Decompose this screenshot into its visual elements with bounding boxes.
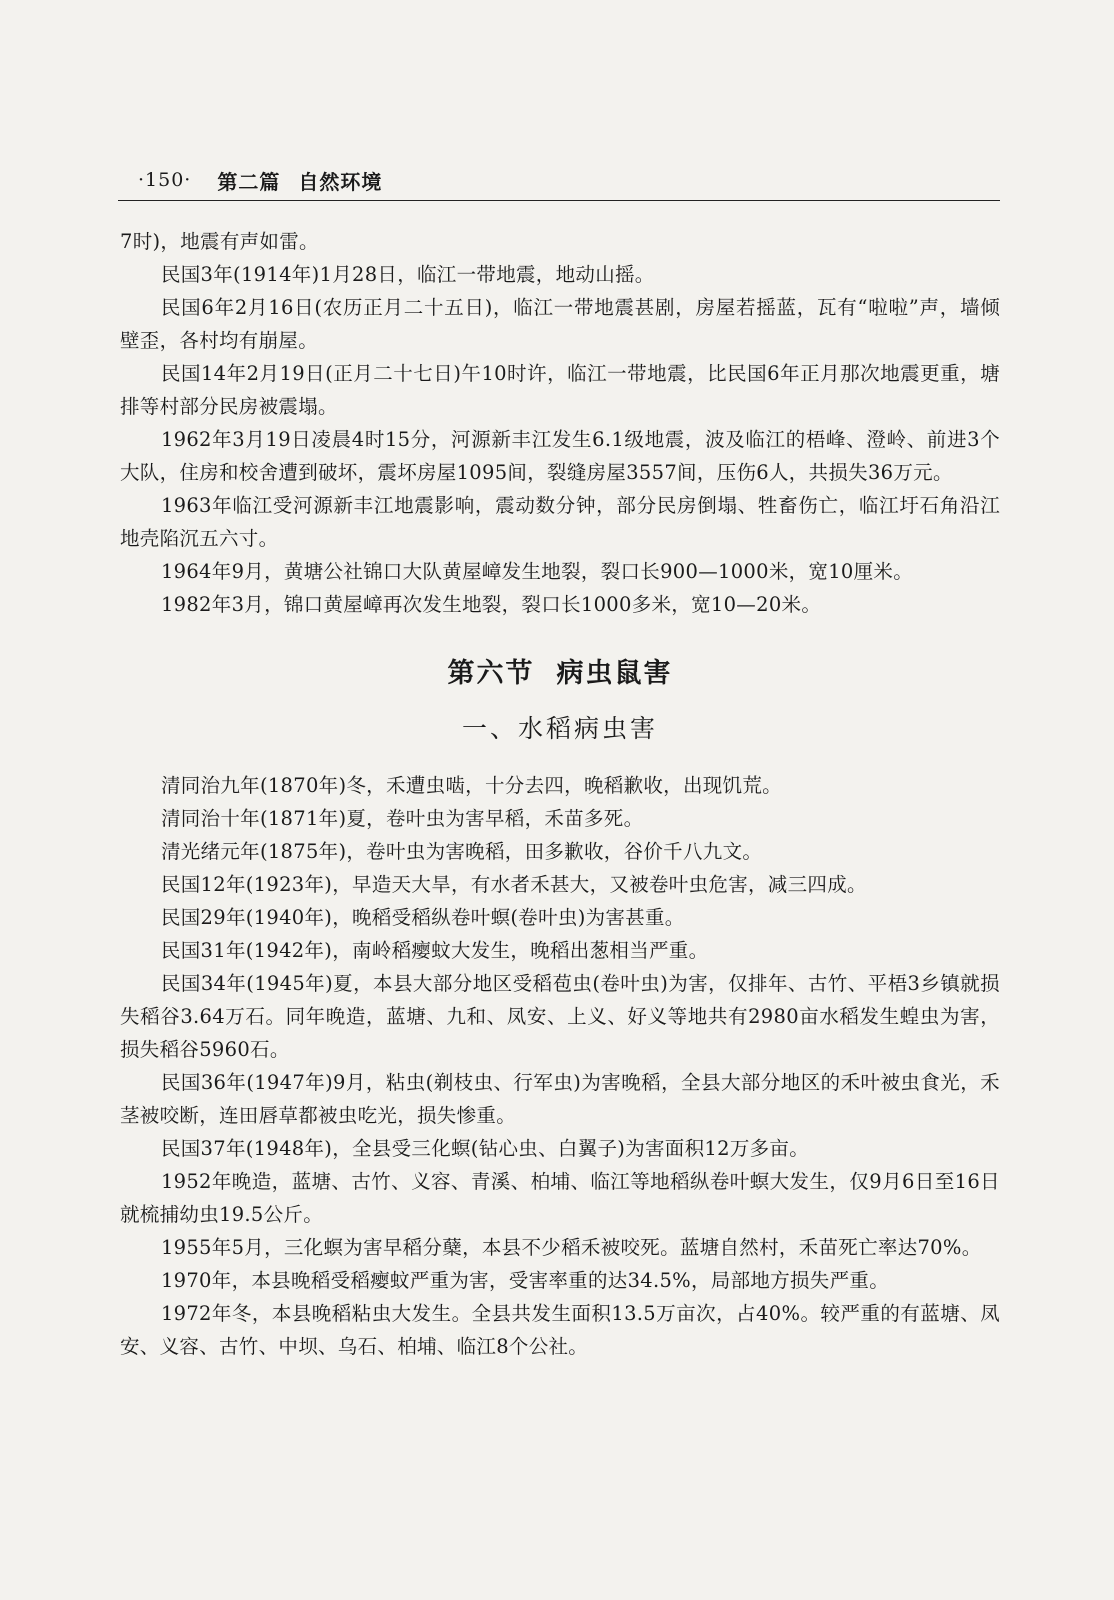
subsection-title: 一、水稻病虫害 (461, 714, 658, 743)
paragraph: 1982年3月，锦口黄屋嶂再次发生地裂，裂口长1000多米，宽10—20米。 (160, 593, 822, 616)
paragraph: 民国12年(1923年)，早造天大旱，有水者禾甚大，又被卷叶虫危害，减三四成。 (160, 873, 867, 896)
paragraph: 民国36年(1947年)9月，粘虫(剃枝虫、行军虫)为害晚稻，全县大部分地区的禾叶被虫食光，禾茎被咬断，连田唇草都被虫吃光，损失惨重。 (120, 1071, 1000, 1127)
section-number: 第六节 (447, 658, 535, 689)
running-header (138, 164, 382, 196)
paragraph: 民国31年(1942年)，南岭稻瘿蚊大发生，晚稻出葱相当严重。 (160, 939, 709, 962)
chapter-label: 自然环境 (298, 169, 383, 194)
paragraph: 1963年临江受河源新丰江地震影响，震动数分钟，部分民房倒塌、牲畜伤亡，临江圩石角沿江地壳陷沉五六寸。 (120, 494, 1000, 550)
paragraph: 民国29年(1940年)，晚稻受稻纵卷叶螟(卷叶虫)为害甚重。 (160, 906, 685, 929)
paragraph: 1962年3月19日凌晨4时15分，河源新丰江发生6.1级地震，波及临江的梧峰、澄岭、前进3个大队，住房和校舍遭到破坏，震坏房屋1095间，裂缝房屋3557间，压伤6人，共损失36万元。 (120, 428, 1000, 484)
section-name: 病虫鼠害 (556, 658, 673, 689)
paragraph: 1970年，本县晚稻受稻瘿蚊严重为害，受害率重的达34.5%，局部地方损失严重。 (160, 1269, 890, 1292)
paragraph: 民国3年(1914年)1月28日，临江一带地震，地动山摇。 (160, 263, 655, 286)
paragraph: 7时)，地震有声如雷。 (120, 230, 319, 253)
body-text (120, 225, 1000, 1363)
paragraph: 1955年5月，三化螟为害早稻分蘖，本县不少稻禾被咬死。蓝塘自然村，禾苗死亡率达70%。 (160, 1236, 982, 1259)
paragraph: 1972年冬，本县晚稻粘虫大发生。全县共发生面积13.5万亩次，占40%。较严重的有蓝塘、凤安、义容、古竹、中坝、乌石、柏埔、临江8个公社。 (120, 1302, 1000, 1358)
paragraph: 1952年晚造，蓝塘、古竹、义容、青溪、柏埔、临江等地稻纵卷叶螟大发生，仅9月6日至16日就梳捕幼虫19.5公斤。 (120, 1170, 1000, 1226)
paragraph: 民国37年(1948年)，全县受三化螟(钻心虫、白翼子)为害面积12万多亩。 (160, 1137, 810, 1160)
page-number: ·150· (138, 169, 192, 191)
paragraph: 民国34年(1945年)夏，本县大部分地区受稻苞虫(卷叶虫)为害，仅排年、古竹、平梧3乡镇就损失稻谷3.64万石。同年晚造，蓝塘、九和、凤安、上义、好义等地共有2980亩水稻发生蝗虫为害，损失稻谷5960石。 (120, 972, 1000, 1061)
paragraph: 民国14年2月19日(正月二十七日)午10时许，临江一带地震，比民国6年正月那次地震更重，塘排等村部分民房被震塌。 (120, 362, 1000, 418)
section-title (120, 649, 1000, 699)
header-rule (118, 200, 1000, 201)
paragraph: 1964年9月，黄塘公社锦口大队黄屋嶂发生地裂，裂口长900—1000米，宽10厘米。 (160, 560, 914, 583)
part-label: 第二篇 (217, 169, 281, 194)
paragraph: 清同治九年(1870年)冬，禾遭虫啮，十分去四，晚稻歉收，出现饥荒。 (160, 774, 782, 797)
paragraph: 清同治十年(1871年)夏，卷叶虫为害早稻，禾苗多死。 (160, 807, 644, 830)
paragraph: 民国6年2月16日(农历正月二十五日)，临江一带地震甚剧，房屋若摇蓝，瓦有“啦啦”声，墙倾壁歪，各村均有崩屋。 (120, 296, 1000, 352)
paragraph: 清光绪元年(1875年)，卷叶虫为害晚稻，田多歉收，谷价千八九文。 (160, 840, 763, 863)
